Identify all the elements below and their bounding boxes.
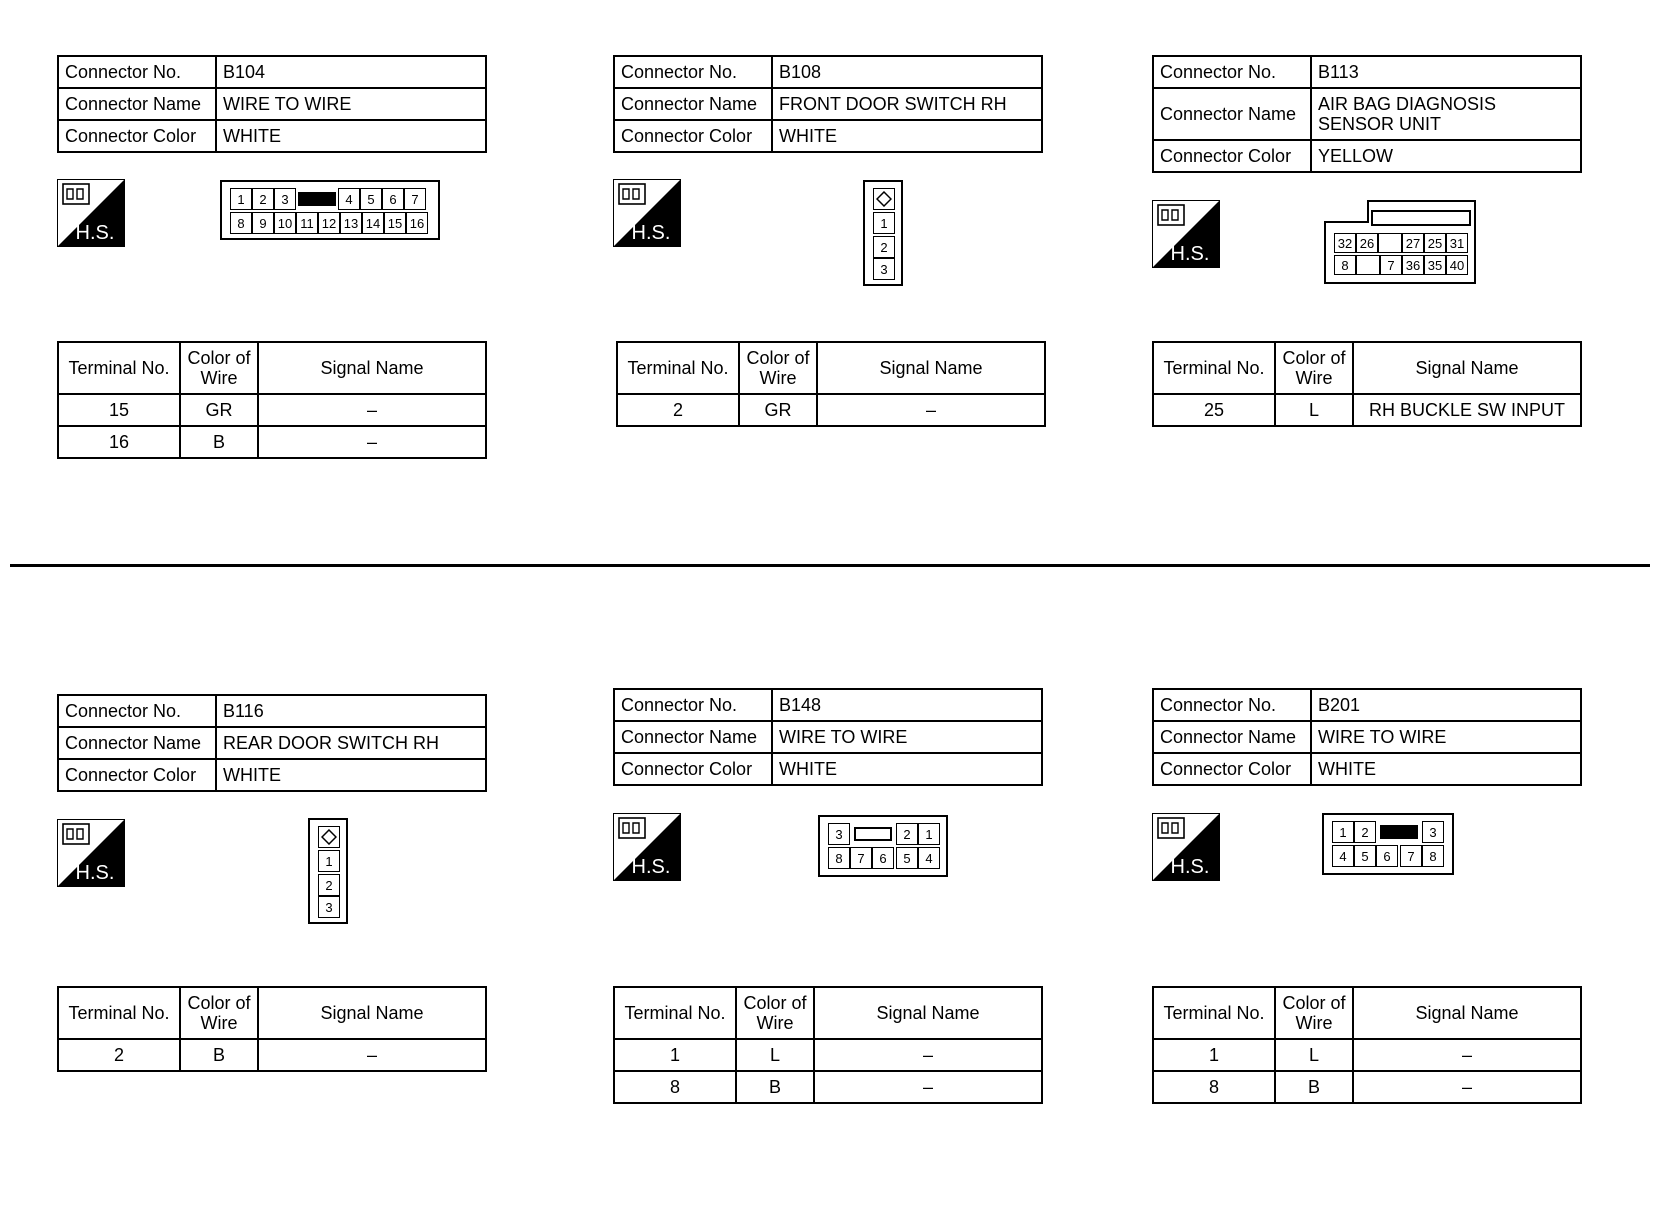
key-slot [1380, 825, 1418, 839]
pin: 27 [1402, 233, 1424, 253]
hs-label: H.S. [631, 856, 671, 878]
pin: 6 [382, 188, 404, 210]
pin: 4 [918, 847, 940, 869]
label-connector-color: Connector Color [1153, 140, 1311, 172]
header-terminal-no: Terminal No. [617, 342, 739, 394]
header-signal-name: Signal Name [1353, 987, 1581, 1039]
header-signal-name: Signal Name [258, 342, 486, 394]
table-row [1153, 1039, 1581, 1071]
connector-face-b108 [863, 180, 903, 286]
label-connector-no: Connector No. [614, 689, 772, 721]
harness-side-icon [1152, 200, 1220, 268]
terminal-table [57, 986, 487, 1072]
terminal-cell: 8 [1153, 1071, 1275, 1103]
signal-cell: – [1353, 1039, 1581, 1071]
connector-info-table [57, 694, 487, 792]
connector-color: WHITE [772, 753, 1042, 785]
connector-face-b201 [1322, 813, 1454, 875]
header-terminal-no: Terminal No. [1153, 987, 1275, 1039]
pin: 3 [1422, 821, 1444, 843]
header-color-of-wire: Color of Wire [1275, 987, 1353, 1039]
pin: 1 [230, 188, 252, 210]
hs-icon-graphic [57, 179, 125, 247]
pin: 7 [1400, 845, 1422, 867]
connector-block-b113 [1152, 55, 1592, 475]
hs-label: H.S. [1170, 243, 1210, 265]
pin: 12 [318, 212, 340, 234]
harness-side-icon [57, 819, 125, 887]
label-connector-name: Connector Name [614, 721, 772, 753]
table-row [614, 1071, 1042, 1103]
terminal-table [613, 986, 1043, 1104]
terminal-table [1152, 986, 1582, 1104]
pin: 7 [1380, 255, 1402, 275]
pin: 5 [896, 847, 918, 869]
connector-block-b201 [1152, 688, 1592, 1108]
hs-icon-graphic [1152, 200, 1220, 268]
wire-cell: B [736, 1071, 814, 1103]
terminal-cell: 15 [58, 394, 180, 426]
signal-cell: – [814, 1071, 1042, 1103]
pin: 16 [406, 212, 428, 234]
connector-info-table [613, 55, 1043, 153]
pin: 5 [360, 188, 382, 210]
pin: 3 [873, 258, 895, 280]
pin: 8 [828, 847, 850, 869]
terminal-table [616, 341, 1046, 427]
connector-no: B108 [772, 56, 1042, 88]
connector-no: B113 [1311, 56, 1581, 88]
pin: 32 [1334, 233, 1356, 253]
table-row [58, 394, 486, 426]
header-color-of-wire: Color of Wire [180, 987, 258, 1039]
pin: 1 [918, 823, 940, 845]
table-row [614, 1039, 1042, 1071]
connector-name: REAR DOOR SWITCH RH [216, 727, 486, 759]
connector-color: WHITE [216, 759, 486, 791]
terminal-cell: 25 [1153, 394, 1275, 426]
pin: 2 [1354, 821, 1376, 843]
pin: 6 [1376, 845, 1398, 867]
table-row [58, 1039, 486, 1071]
wire-cell: B [1275, 1071, 1353, 1103]
pin: 2 [896, 823, 918, 845]
wire-cell: B [180, 426, 258, 458]
hs-label: H.S. [75, 222, 115, 244]
label-connector-name: Connector Name [1153, 721, 1311, 753]
pin: 1 [318, 850, 340, 872]
hs-icon-graphic [613, 179, 681, 247]
pin: 8 [230, 212, 252, 234]
pin: 36 [1402, 255, 1424, 275]
pin: 35 [1424, 255, 1446, 275]
empty-cavity [1356, 255, 1380, 275]
terminal-cell: 16 [58, 426, 180, 458]
pin: 9 [252, 212, 274, 234]
header-signal-name: Signal Name [817, 342, 1045, 394]
connector-name: WIRE TO WIRE [1311, 721, 1581, 753]
pin: 13 [340, 212, 362, 234]
connector-info-table [613, 688, 1043, 786]
terminal-cell: 1 [1153, 1039, 1275, 1071]
signal-cell: – [258, 426, 486, 458]
connector-info-table [57, 55, 487, 153]
connector-block-b148 [613, 688, 1053, 1108]
header-terminal-no: Terminal No. [614, 987, 736, 1039]
pin: 11 [296, 212, 318, 234]
label-connector-name: Connector Name [1153, 88, 1311, 140]
terminal-cell: 2 [58, 1039, 180, 1071]
signal-cell: – [1353, 1071, 1581, 1103]
pin: 25 [1424, 233, 1446, 253]
terminal-cell: 2 [617, 394, 739, 426]
wire-cell: L [1275, 1039, 1353, 1071]
connector-info-table [1152, 55, 1582, 173]
key-slot [298, 192, 336, 206]
connector-no: B201 [1311, 689, 1581, 721]
label-connector-no: Connector No. [1153, 56, 1311, 88]
section-divider [10, 564, 1650, 567]
harness-side-icon [613, 179, 681, 247]
connector-color: WHITE [772, 120, 1042, 152]
connector-color: WHITE [216, 120, 486, 152]
table-row [1153, 394, 1581, 426]
pin: 3 [828, 823, 850, 845]
harness-side-icon [57, 179, 125, 247]
connector-no: B104 [216, 56, 486, 88]
wire-cell: L [736, 1039, 814, 1071]
pin: 2 [252, 188, 274, 210]
pin: 26 [1356, 233, 1378, 253]
label-connector-name: Connector Name [58, 88, 216, 120]
hs-icon-graphic [1152, 813, 1220, 881]
hs-icon-graphic [57, 819, 125, 887]
diamond-key-icon [873, 188, 895, 210]
hs-icon-graphic [613, 813, 681, 881]
header-signal-name: Signal Name [258, 987, 486, 1039]
pin: 1 [873, 212, 895, 234]
pin: 2 [318, 874, 340, 896]
connector-name: FRONT DOOR SWITCH RH [772, 88, 1042, 120]
signal-cell: – [814, 1039, 1042, 1071]
label-connector-color: Connector Color [614, 120, 772, 152]
pin: 7 [404, 188, 426, 210]
harness-side-icon [1152, 813, 1220, 881]
key-slot [854, 827, 892, 841]
wire-cell: GR [739, 394, 817, 426]
pin: 15 [384, 212, 406, 234]
connector-name: WIRE TO WIRE [772, 721, 1042, 753]
terminal-cell: 8 [614, 1071, 736, 1103]
wire-cell: L [1275, 394, 1353, 426]
header-terminal-no: Terminal No. [1153, 342, 1275, 394]
pin: 1 [1332, 821, 1354, 843]
connector-no: B148 [772, 689, 1042, 721]
harness-side-icon [613, 813, 681, 881]
hs-label: H.S. [75, 862, 115, 884]
table-row [1153, 1071, 1581, 1103]
signal-cell: RH BUCKLE SW INPUT [1353, 394, 1581, 426]
pin: 3 [274, 188, 296, 210]
pin: 4 [1332, 845, 1354, 867]
pin: 14 [362, 212, 384, 234]
pin: 8 [1422, 845, 1444, 867]
pin: 6 [872, 847, 894, 869]
header-color-of-wire: Color of Wire [1275, 342, 1353, 394]
label-connector-color: Connector Color [1153, 753, 1311, 785]
header-terminal-no: Terminal No. [58, 342, 180, 394]
connector-face-b148 [818, 815, 948, 877]
signal-cell: – [258, 394, 486, 426]
label-connector-name: Connector Name [58, 727, 216, 759]
connector-block-b104 [57, 55, 497, 475]
label-connector-color: Connector Color [614, 753, 772, 785]
wire-cell: B [180, 1039, 258, 1071]
label-connector-no: Connector No. [58, 695, 216, 727]
signal-cell: – [817, 394, 1045, 426]
pin: 7 [850, 847, 872, 869]
pin: 5 [1354, 845, 1376, 867]
connector-block-b116 [57, 694, 497, 1114]
connector-color: WHITE [1311, 753, 1581, 785]
label-connector-name: Connector Name [614, 88, 772, 120]
table-row [58, 426, 486, 458]
connector-info-table [1152, 688, 1582, 786]
empty-cavity [1378, 233, 1402, 253]
label-connector-color: Connector Color [58, 120, 216, 152]
header-signal-name: Signal Name [814, 987, 1042, 1039]
connector-no: B116 [216, 695, 486, 727]
terminal-table [1152, 341, 1582, 427]
label-connector-no: Connector No. [58, 56, 216, 88]
pin: 10 [274, 212, 296, 234]
label-connector-no: Connector No. [1153, 689, 1311, 721]
connector-face-b104 [220, 180, 440, 240]
label-connector-no: Connector No. [614, 56, 772, 88]
header-color-of-wire: Color of Wire [739, 342, 817, 394]
terminal-table [57, 341, 487, 459]
header-color-of-wire: Color of Wire [180, 342, 258, 394]
wire-cell: GR [180, 394, 258, 426]
pin: 40 [1446, 255, 1468, 275]
connector-face-b113 [1324, 200, 1476, 284]
table-row [617, 394, 1045, 426]
terminal-cell: 1 [614, 1039, 736, 1071]
hs-label: H.S. [1170, 856, 1210, 878]
hs-label: H.S. [631, 222, 671, 244]
pin: 8 [1334, 255, 1356, 275]
header-color-of-wire: Color of Wire [736, 987, 814, 1039]
connector-face-b116 [308, 818, 348, 924]
header-terminal-no: Terminal No. [58, 987, 180, 1039]
header-signal-name: Signal Name [1353, 342, 1581, 394]
diamond-key-icon [318, 826, 340, 848]
label-connector-color: Connector Color [58, 759, 216, 791]
connector-block-b108 [613, 55, 1053, 475]
signal-cell: – [258, 1039, 486, 1071]
connector-name: AIR BAG DIAGNOSIS SENSOR UNIT [1311, 88, 1581, 140]
connector-name: WIRE TO WIRE [216, 88, 486, 120]
pin: 4 [338, 188, 360, 210]
connector-color: YELLOW [1311, 140, 1581, 172]
pin: 3 [318, 896, 340, 918]
pin: 2 [873, 236, 895, 258]
pin: 31 [1446, 233, 1468, 253]
